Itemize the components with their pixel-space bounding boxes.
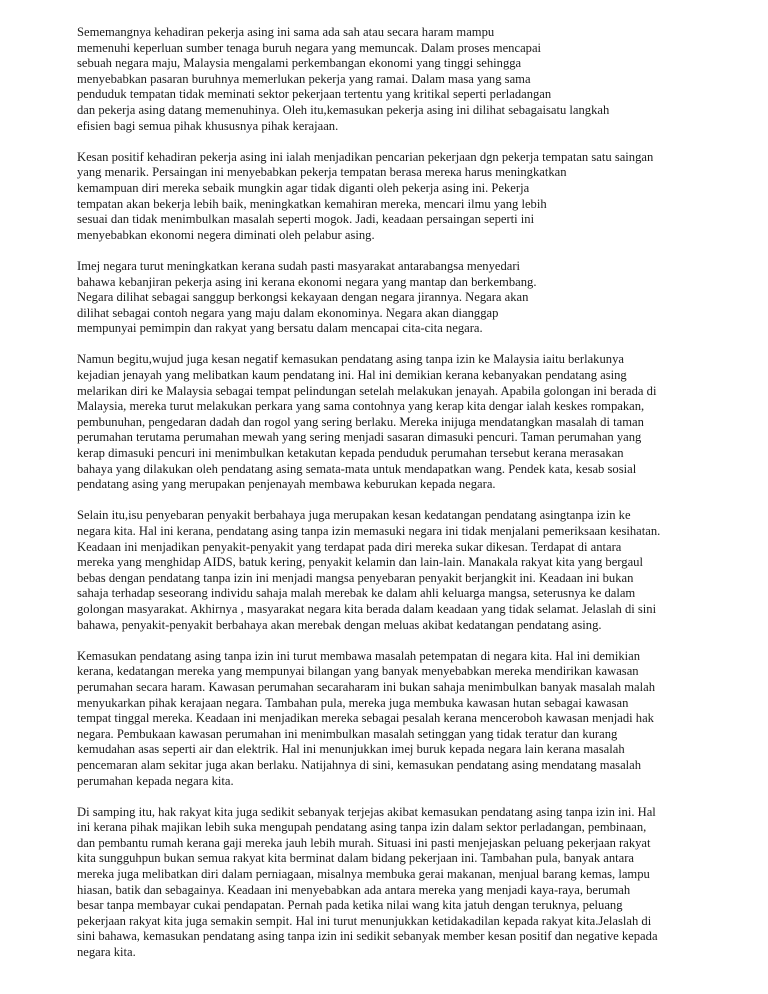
text-line: pencemaran alam sekitar juga akan berlaku. Natijahnya di sini, kemasukan pendatang asing mendatang masalah xyxy=(77,757,642,772)
text-line: menyebabkan pasaran buruhnya memerlukan pekerja yang ramai. Dalam masa yang sama xyxy=(77,71,531,86)
paragraph-5 xyxy=(77,508,717,633)
paragraph-1 xyxy=(77,25,717,134)
text-line: efisien bagi semua pihak khususnya pihak kerajaan. xyxy=(77,118,339,133)
text-line: besar tanpa membayar cukai pendapatan. Pernah pada ketika nilai wang kita jatuh dengan teruknya, peluang xyxy=(77,898,623,913)
text-line: kejadian jenayah yang melibatkan kaum pendatang ini. Hal ini demikian kerana kebanyakan pendatang asing xyxy=(77,368,627,383)
text-line: tempatan akan bekerja lebih baik, meningkatkan kemahiran mereka, mencari ilmu yang lebih xyxy=(77,196,547,211)
text-line: perumahan kepada negara kita. xyxy=(77,773,234,788)
text-line: yang menarik. Persaingan ini menyebabkan pekerja tempatan berasa merека harus meningkatkan xyxy=(77,165,567,180)
text-line: ini kerana pihak majikan lebih suka mengupah pendatang asing tanpa izin dalam sektor perladangan, pembinaan, xyxy=(77,820,647,835)
paragraph-3 xyxy=(77,259,717,337)
text-line: Negara dilihat sebagai sanggup berkongsi kekayaan dengan negara jirannya. Negara akan xyxy=(77,290,529,305)
paragraph-6 xyxy=(77,649,717,789)
text-line: penduduk tempatan tidak meminati sektor pekerjaan tertentu yang kritikal seperti perladangan xyxy=(77,87,552,102)
text-line: mereka yang menghidap AIDS, batuk kering, penyakit kelamin dan lain-lain. Manakala rakyat kita yang bergaul xyxy=(77,555,643,570)
text-line: bahaya yang dilakukan oleh pendatang asing semata-mata untuk mendapatkan wang. Pendek kata, kesab sosial xyxy=(77,461,637,476)
text-line: Sememangnya kehadiran pekerja asing ini sama ada sah atau secara haram mampu xyxy=(77,25,495,39)
text-line: golongan masyarakat. Akhirnya , masyarakat negara kita berada dalam keadaan yang tidak selamat. Jelaslah di sini xyxy=(77,601,657,616)
text-line: memenuhi keperluan sumber tenaga buruh negara yang memuncak. Dalam proses mencapai xyxy=(77,40,542,55)
text-line: sesuai dan tidak menimbulkan masalah seperti mogok. Jadi, keadaan persaingan seperti ini xyxy=(77,212,535,227)
text-line: dan pembantu rumah kerana gaji mereka jauh lebih murah. Situasi ini pasti menjejaskan peluang pekerjaan rakyat xyxy=(77,835,651,850)
text-line: bebas dengan pendatang tanpa izin ini menjadi mangsa penyebaran penyakit berjangkit ini. Keadaan ini bukan xyxy=(77,570,634,585)
text-line: mempunyai pemimpin dan rakyat yang bersatu dalam mencapai cita-cita negara. xyxy=(77,321,483,336)
text-line: tempat tinggal mereka. Keadaan ini menjadikan mereka sebagai pesalah kerana menceroboh kawasan menjadi hak xyxy=(77,711,654,726)
text-line: menyukarkan pihak kerajaan negara. Tambahan pula, mereka juga membuka kawasan hutan sebagai kawasan xyxy=(77,695,629,710)
text-line: kita sungguhpun bukan semua rakyat kita berminat dalam bidang pekerjaan ini. Tambahan pula, banyak antara xyxy=(77,851,635,866)
text-line: Di samping itu, hak rakyat kita juga sedikit sebanyak terjejas akibat kemasukan pendatang asing tanpa izin ini. Hal xyxy=(77,804,656,819)
document-body xyxy=(77,25,717,976)
text-line: Keadaan ini menjadikan penyakit-penyakit yang terdapat pada diri mereka sukar dikesan. Terdapat di antara xyxy=(77,539,622,554)
text-line: sahaja terhadap seseorang individu sahaja malah merebak ke dalam ahli keluarga mangsa, seterusnya ke dalam xyxy=(77,586,636,601)
text-line: Kemasukan pendatang asing tanpa izin ini turut membawa masalah petempatan di negara kita. Hal ini demikian xyxy=(77,648,641,663)
text-line: kemampuan diri mereka sebaik mungkin agar tidak diganti oleh pekerja asing ini. Pekerja xyxy=(77,180,530,195)
text-line: kerap dimasuki pencuri ini menimbulkan ketakutan kepada penduduk perumahan tersebut kerana merasakan xyxy=(77,446,624,461)
text-line: perumahan secara haram. Kawasan perumahan secaraharam ini bukan sahaja menimbulkan banyak masalah malah xyxy=(77,679,656,694)
text-line: bahawa, penyakit-penyakit berbahaya akan merebak dengan meluas akibat kedatangan pendatang asing. xyxy=(77,617,602,632)
text-line: negara kita. Hal ini kerana, pendatang asing tanpa izin memasuki negara ini tidak menjalani pemeriksaan kesihatan. xyxy=(77,524,661,538)
text-line: dilihat sebagai contoh negara yang maju dalam ekonominya. Negara akan dianggap xyxy=(77,305,499,320)
text-line: kerana, kedatangan mereka yang mempunyai bilangan yang banyak menyebabkan mereka mendirikan kawasan xyxy=(77,664,639,679)
text-line: pembunuhan, pengedaran dadah dan rogol yang sering berlaku. Mereka inijuga mendatangkan masalah di taman xyxy=(77,414,644,429)
text-line: Kesan positif kehadiran pekerja asing ini ialah menjadikan pencarian pekerjaan dgn pekerja tempatan satu saingan xyxy=(77,149,654,164)
text-line: perumahan terutama perumahan mewah yang sering menjadi sasaran dimasuki pencuri. Taman perumahan yang xyxy=(77,430,642,445)
text-line: melarikan diri ke Malaysia sebagai tempat pelindungan setelah melakukan jenayah. Apabila golongan ini berada di xyxy=(77,383,657,398)
text-line: menyebabkan ekonomi negera diminati oleh pelabur asing. xyxy=(77,227,375,242)
text-line: sebuah negara maju, Malaysia mengalami perkembangan ekonomi yang tinggi sehingga xyxy=(77,56,522,71)
text-line: negara kita. xyxy=(77,945,136,960)
paragraph-4 xyxy=(77,352,717,492)
text-line: negara. Pembukaan kawasan perumahan ini menimbulkan masalah setinggan yang tidak teratur dan kurang xyxy=(77,726,618,741)
text-line: mereka juga melibatkan diri dalam perniagaan, misalnya membuka gerai makanan, menjual barang kemas, lampu xyxy=(77,867,650,882)
text-line: sini bahawa, kemasukan pendatang asing tanpa izin ini sedikit sebanyak member kesan positif dan negative kepada xyxy=(77,929,658,944)
text-line: kemudahan asas seperti air dan elektrik. Hal ini menunjukkan imej buruk kepada negara lain kerana masalah xyxy=(77,742,625,757)
paragraph-2 xyxy=(77,150,717,244)
text-line: dan pekerja asing datang memenuhinya. Oleh itu,kemasukan pekerja asing ini dilihat sebagaisatu langkah xyxy=(77,102,610,117)
text-line: Namun begitu,wujud juga kesan negatif kemasukan pendatang asing tanpa izin ke Malaysia iaitu berlakunya xyxy=(77,352,624,367)
text-line: Selain itu,isu penyebaran penyakit berbahaya juga merupakan kesan kedatangan pendatang asingtanpa izin ke xyxy=(77,508,631,523)
text-line: bahawa kebanjiran pekerja asing ini kerana ekonomi negara yang mantap dan berkembang. xyxy=(77,274,537,289)
text-line: Imej negara turut meningkatkan kerana sudah pasti masyarakat antarabangsa menyedari xyxy=(77,258,521,273)
text-line: hiasan, batik dan sebagainya. Keadaan ini menyebabkan ada antara mereka yang menjadi kaya-raya, berumah xyxy=(77,882,631,897)
text-line: pekerjaan rakyat kita juga semakin sempit. Hal ini turut menunjukkan ketidakadilan kepada rakyat kita.Jelaslah di xyxy=(77,913,652,928)
text-line: pendatang asing yang merupakan penjenayah membawa keburukan kepada negara. xyxy=(77,477,496,492)
paragraph-7 xyxy=(77,805,717,961)
text-line: Malaysia, mereka turut melakukan perkara yang sama contohnya yang kerap kita dengar ialah keskes rompakan, xyxy=(77,399,645,414)
